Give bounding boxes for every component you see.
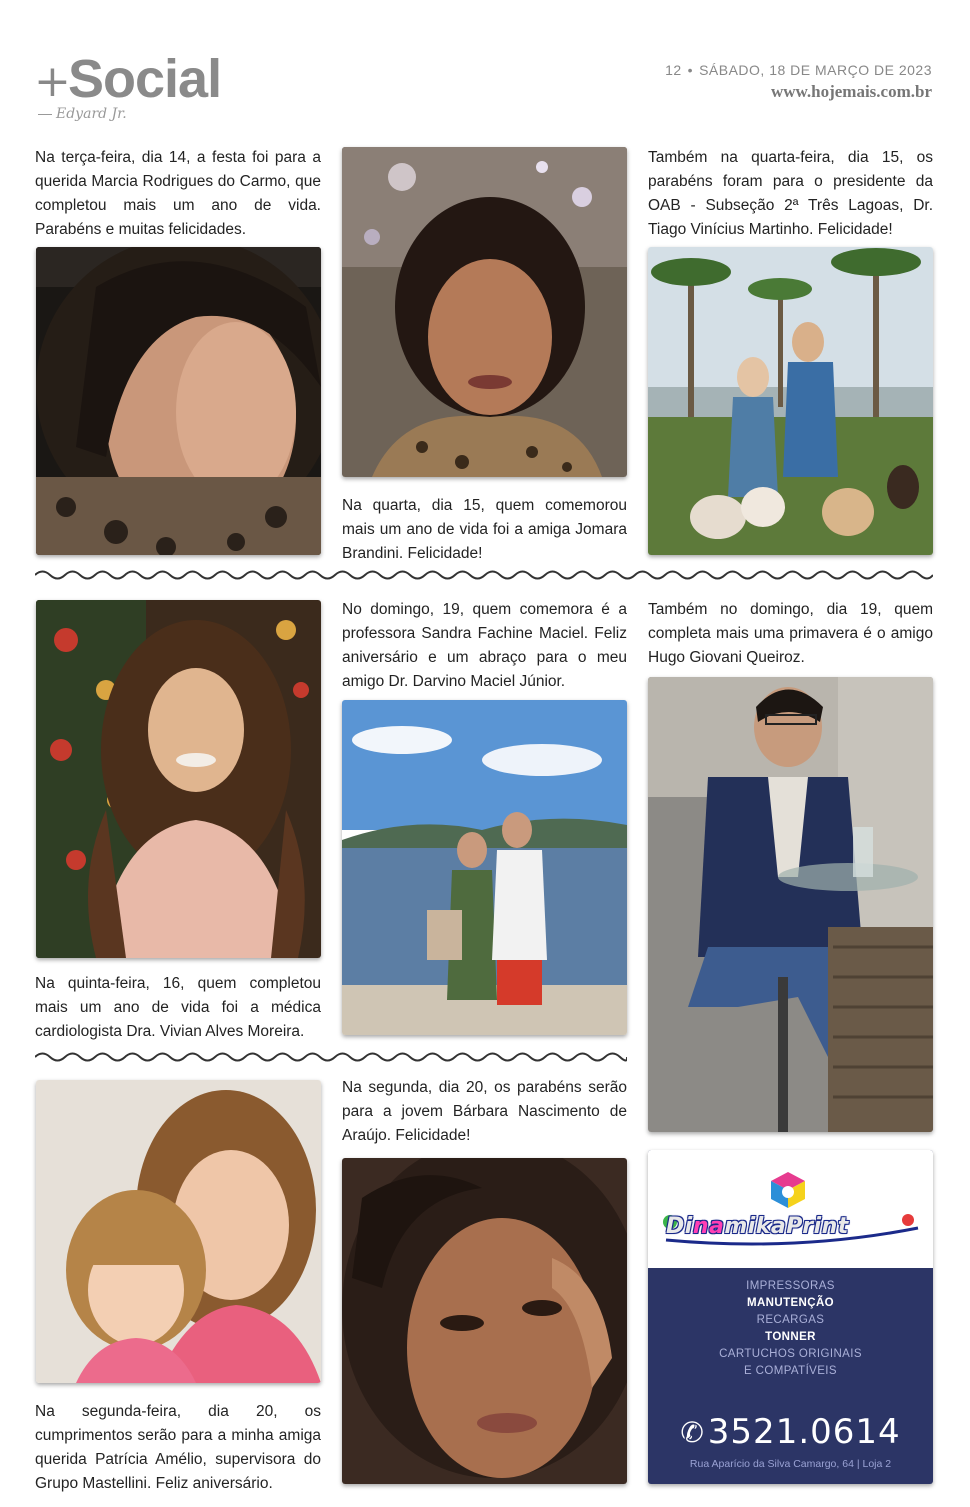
ad-services-list xyxy=(648,1278,933,1380)
caption-jomara: Na quarta, dia 15, quem comemorou mais um ano de vida foi a amiga Jomara Brandini. Felicidade! xyxy=(342,497,627,562)
photo-sandra xyxy=(342,700,627,1035)
ad-logo-area xyxy=(648,1150,933,1268)
caption-barbara: Na segunda, dia 20, os parabéns serão para a jovem Bárbara Nascimento de Araújo. Felicidade! xyxy=(342,1079,627,1144)
ad-phone-row[interactable] xyxy=(648,1412,933,1452)
page-header-info xyxy=(665,62,932,102)
dateline-separator: • xyxy=(687,62,694,78)
photo-barbara xyxy=(342,1158,627,1484)
caption-tiago: Também na quarta-feira, dia 15, os parabéns foram para o presidente da OAB - Subseção 2ª Três Lagoas, Dr. Tiago Vinícius Martinho. Felicidade! xyxy=(648,149,933,238)
photo-marcia xyxy=(36,247,321,555)
page-number: 12 xyxy=(665,62,682,78)
ad-address: Rua Aparício da Silva Camargo, 64 | Loja 2 xyxy=(689,1458,892,1470)
caption-patricia: Na segunda-feira, dia 20, os cumprimentos serão para a minha amiga querida Patrícia Amélio, supervisora do Grupo Mastellini. Feliz aniversário. xyxy=(35,1403,321,1492)
ad-service-item: E COMPATÍVEIS xyxy=(744,1365,837,1377)
logo-plus: + xyxy=(34,56,71,107)
caption-hugo: Também no domingo, dia 19, quem completa mais uma primavera é o amigo Hugo Giovani Queiroz. xyxy=(648,601,933,666)
caption-sandra: No domingo, 19, quem comemora é a professora Sandra Fachine Maciel. Feliz aniversário e um abraço para o meu amigo Dr. Darvino Maciel Júnior. xyxy=(342,601,627,690)
divider-wave xyxy=(35,568,933,582)
logo-word: Social xyxy=(68,49,222,109)
section-logo xyxy=(34,48,244,128)
photo-hugo xyxy=(648,677,933,1132)
ad-cube-logo-icon xyxy=(768,1170,808,1210)
photo-vivian xyxy=(36,600,321,958)
caption-vivian: Na quinta-feira, 16, quem completou mais um ano de vida foi a médica cardiologista Dra. Vivian Alves Moreira. xyxy=(35,975,321,1040)
caption-marcia: Na terça-feira, dia 14, a festa foi para a querida Marcia Rodrigues do Carmo, que completou mais um ano de vida. Parabéns e muitas felicidades. xyxy=(35,149,321,238)
ad-phone-number[interactable]: 3521.0614 xyxy=(707,1412,901,1452)
ad-service-item: TONNER xyxy=(765,1331,816,1343)
ad-service-item: RECARGAS xyxy=(756,1314,825,1326)
ad-service-item: IMPRESSORAS xyxy=(746,1280,835,1292)
logo-signature: Edyard Jr. xyxy=(38,106,127,122)
phone-icon: ✆ xyxy=(680,1416,704,1448)
page-dateline xyxy=(665,62,932,78)
advertisement-dinamikaprint[interactable] xyxy=(648,1150,933,1484)
ad-service-item: MANUTENÇÃO xyxy=(746,1297,835,1309)
website-link[interactable]: www.hojemais.com.br xyxy=(770,82,932,101)
ad-brand-name: DinamikaPrint xyxy=(666,1214,849,1239)
photo-tiago xyxy=(648,247,933,555)
photo-jomara xyxy=(342,147,627,477)
divider-wave xyxy=(35,1050,627,1064)
ad-service-item: CARTUCHOS ORIGINAIS xyxy=(719,1348,862,1360)
page-date: SÁBADO, 18 DE MARÇO DE 2023 xyxy=(699,62,932,78)
photo-patricia xyxy=(36,1080,321,1383)
